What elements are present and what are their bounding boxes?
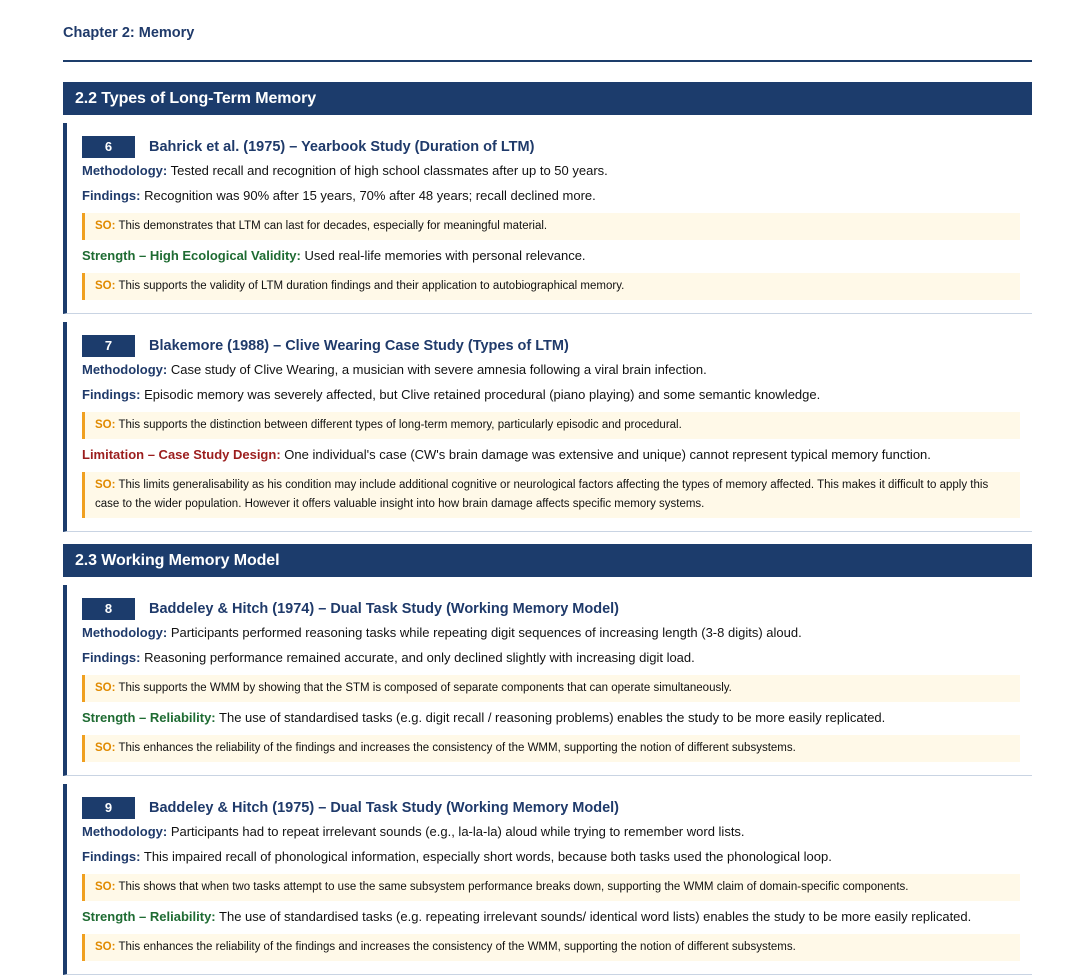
limitation-point <box>82 447 1020 463</box>
point-text: This supports the distinction between different types of long-term memory, particularly episodic and procedural. <box>115 419 682 431</box>
study-header <box>82 134 1020 160</box>
point-text: The use of standardised tasks (e.g. digit recall / reasoning problems) enables the study to be more easily replicated. <box>215 710 886 725</box>
point-text: The use of standardised tasks (e.g. repeating irrelevant sounds/ identical word lists) enables the study to be more easily replicated. <box>215 909 972 924</box>
detail-point <box>82 188 1020 204</box>
study-number-badge: 6 <box>82 136 135 158</box>
point-text: This shows that when two tasks attempt to use the same subsystem performance breaks down, supporting the WMM claim of domain-specific components. <box>115 881 909 893</box>
so-callout <box>82 735 1020 762</box>
so-callout <box>82 874 1020 901</box>
study-title: Blakemore (1988) – Clive Wearing Case Study (Types of LTM) <box>149 338 569 354</box>
point-label: Methodology: <box>82 163 168 178</box>
point-text: This limits generalisability as his condition may include additional cognitive or neurological factors affecting the types of memory affected. This makes it difficult to apply this case to the wider population. However it offers valuable insight into how brain damage affects specific memory systems. <box>95 479 989 510</box>
so-label: SO: <box>95 479 116 491</box>
so-label: SO: <box>95 881 116 893</box>
point-label: Findings: <box>82 188 141 203</box>
detail-point <box>82 824 1020 840</box>
so-callout <box>82 412 1020 439</box>
so-callout <box>82 934 1020 961</box>
point-text: This supports the validity of LTM duration findings and their application to autobiographical memory. <box>115 280 625 292</box>
section-heading: 2.3 Working Memory Model <box>63 544 1032 577</box>
point-text: This enhances the reliability of the findings and increases the consistency of the WMM, supporting the notion of different subsystems. <box>115 742 796 754</box>
detail-point <box>82 650 1020 666</box>
so-label: SO: <box>95 419 116 431</box>
study-title: Baddeley & Hitch (1974) – Dual Task Study (Working Memory Model) <box>149 601 620 617</box>
so-label: SO: <box>95 742 116 754</box>
point-label: Strength – Reliability: <box>82 909 216 924</box>
study-number-badge: 7 <box>82 335 135 357</box>
study-number-badge: 9 <box>82 797 135 819</box>
study-card <box>63 585 1032 776</box>
chapter-divider <box>63 60 1032 62</box>
study-header <box>82 333 1020 359</box>
point-label: Findings: <box>82 650 141 665</box>
so-callout <box>82 675 1020 702</box>
so-callout <box>82 213 1020 240</box>
so-label: SO: <box>95 280 116 292</box>
point-text: Participants had to repeat irrelevant sounds (e.g., la-la-la) aloud while trying to remember word lists. <box>167 824 745 839</box>
point-text: Recognition was 90% after 15 years, 70% after 48 years; recall declined more. <box>140 188 596 203</box>
point-label: Findings: <box>82 849 141 864</box>
section-heading: 2.2 Types of Long-Term Memory <box>63 82 1032 115</box>
point-text: This demonstrates that LTM can last for decades, especially for meaningful material. <box>115 220 548 232</box>
study-card <box>63 322 1032 532</box>
detail-point <box>82 163 1020 179</box>
point-text: This supports the WMM by showing that the STM is composed of separate components that can operate simultaneously. <box>115 682 732 694</box>
so-callout <box>82 472 1020 518</box>
point-text: Participants performed reasoning tasks while repeating digit sequences of increasing length (3-8 digits) aloud. <box>167 625 802 640</box>
detail-point <box>82 387 1020 403</box>
chapter-title: Chapter 2: Memory <box>63 25 195 41</box>
point-label: Strength – Reliability: <box>82 710 216 725</box>
study-card <box>63 123 1032 314</box>
study-card <box>63 784 1032 975</box>
study-title: Baddeley & Hitch (1975) – Dual Task Study (Working Memory Model) <box>149 800 620 816</box>
sections-container <box>63 82 1032 975</box>
point-label: Methodology: <box>82 362 168 377</box>
study-header <box>82 596 1020 622</box>
study-number-badge: 8 <box>82 598 135 620</box>
point-label: Findings: <box>82 387 141 402</box>
so-label: SO: <box>95 682 116 694</box>
point-text: This impaired recall of phonological information, especially short words, because both tasks used the phonological loop. <box>140 849 832 864</box>
detail-point <box>82 849 1020 865</box>
point-text: Episodic memory was severely affected, but Clive retained procedural (piano playing) and some semantic knowledge. <box>140 387 821 402</box>
point-label: Limitation – Case Study Design: <box>82 447 281 462</box>
so-label: SO: <box>95 220 116 232</box>
point-label: Methodology: <box>82 625 168 640</box>
point-text: Used real-life memories with personal relevance. <box>300 248 586 263</box>
point-text: Reasoning performance remained accurate, and only declined slightly with increasing digit load. <box>140 650 695 665</box>
point-text: One individual's case (CW's brain damage was extensive and unique) cannot represent typical memory function. <box>280 447 931 462</box>
detail-point <box>82 362 1020 378</box>
point-text: Case study of Clive Wearing, a musician with severe amnesia following a viral brain infection. <box>167 362 707 377</box>
so-label: SO: <box>95 941 116 953</box>
point-text: Tested recall and recognition of high school classmates after up to 50 years. <box>167 163 608 178</box>
point-label: Strength – High Ecological Validity: <box>82 248 301 263</box>
study-header <box>82 795 1020 821</box>
strength-point <box>82 248 1020 264</box>
study-title: Bahrick et al. (1975) – Yearbook Study (Duration of LTM) <box>149 139 535 155</box>
so-callout <box>82 273 1020 300</box>
strength-point <box>82 909 1020 925</box>
strength-point <box>82 710 1020 726</box>
detail-point <box>82 625 1020 641</box>
point-label: Methodology: <box>82 824 168 839</box>
point-text: This enhances the reliability of the findings and increases the consistency of the WMM, supporting the notion of different subsystems. <box>115 941 796 953</box>
